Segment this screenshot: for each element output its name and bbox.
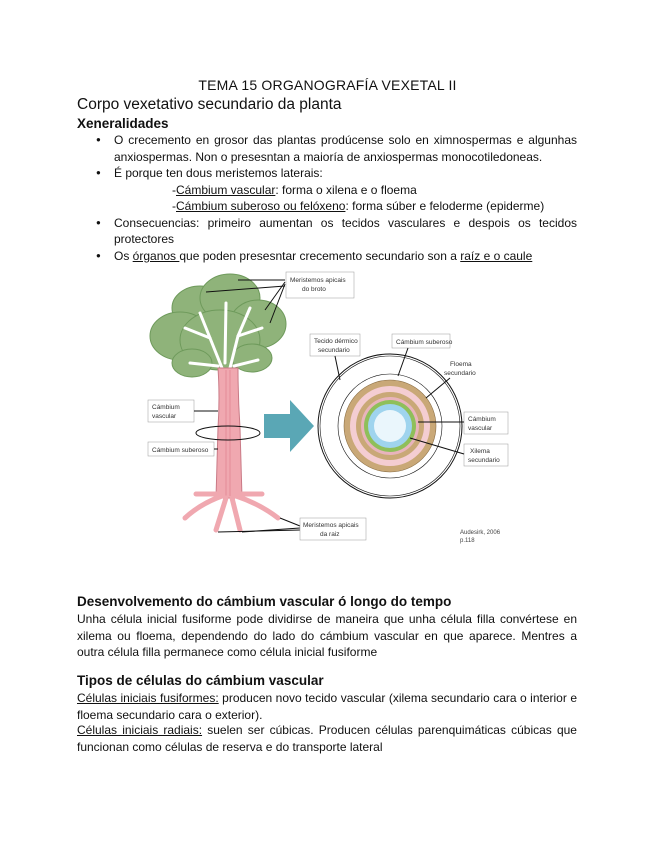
paragraph-development: Unha célula inicial fusiforme pode dividirse de maneira que unha célula filla convértese en xilema ou floema, dependendo do lado do cámbium vascular en que aparece. Mentres a outra célula filla permanece como célula inicial fusiforme <box>77 612 577 659</box>
list-item-text: O crecemento en grosor das plantas prodúcense solo en ximnospermas e algunhas anxiospermas. Non o presesntan a maioría de anxiospermas monocotiledoneas. <box>114 133 577 164</box>
list-item: ● Os órganos que poden presesntar crecemento secundario son a raíz e o caule <box>77 248 577 265</box>
label-phloem: Floema <box>450 361 472 368</box>
term-radial: Células iniciais radiais: <box>77 723 203 737</box>
label-cs-cork: Cámbium suberoso <box>396 339 453 346</box>
section-heading-development: Desenvolvemento do cámbium vascular ó longo do tempo <box>77 594 452 609</box>
label-apical-root: Meristemos apicais <box>303 522 359 529</box>
label-dermal-2: secundario <box>318 347 350 354</box>
term-organs: órganos <box>132 248 180 263</box>
roots <box>185 494 278 530</box>
paragraph-radial: Células iniciais radiais: suelen ser cúbicas. Producen células parenquimáticas cúbicas que funcionan como células de reserva e do transporte lateral <box>77 723 577 754</box>
list-item <box>77 132 577 165</box>
page-title: TEMA 15 ORGANOGRAFÍA VEXETAL II <box>198 77 457 93</box>
list-item-text: É porque ten dous meristemos laterais: <box>114 166 323 180</box>
label-phloem-2: secundario <box>444 370 476 377</box>
secondary-growth-figure <box>130 268 530 558</box>
label-xylem-2: secundario <box>468 457 500 464</box>
figure-credit-2: p.118 <box>460 538 475 544</box>
page-subtitle: Corpo vexetativo secundario da planta <box>77 96 342 113</box>
cross-section <box>318 354 462 498</box>
label-cork-cambium: Cámbium suberoso <box>152 447 209 454</box>
label-xylem: Xilema <box>470 448 490 455</box>
label-apical-shoot-2: do broto <box>302 286 326 293</box>
label-vascular-cambium-2: vascular <box>152 413 177 420</box>
sub-item-cork-cambium: -Cámbium suberoso ou felóxeno: forma súber e feloderme (epiderme) <box>172 199 545 213</box>
label-cs-vascular-2: vascular <box>468 425 493 432</box>
label-apical-shoot: Meristemos apicais <box>290 277 346 284</box>
stem <box>216 368 242 498</box>
term-root-stem: raíz e o caule <box>460 248 533 263</box>
root-meristem-arrows <box>218 518 300 532</box>
list-item-text: Consecuencias: primeiro aumentan os tecidos vasculares e despois os tecidos protectores <box>114 215 577 246</box>
label-cs-vascular: Cámbium <box>468 416 496 423</box>
label-dermal: Tecido dérmico <box>314 338 358 345</box>
figure-credit: Audesirk, 2006 <box>460 530 501 536</box>
list-item <box>77 165 577 215</box>
section-heading-xeneralidades: Xeneralidades <box>77 116 169 131</box>
sub-item-vascular-cambium: -Cámbium vascular: forma o xilena e o floema <box>172 182 417 197</box>
label-vascular-cambium: Cámbium <box>152 404 180 411</box>
arrow-to-cross-section <box>264 400 314 452</box>
bullet-list <box>77 132 577 264</box>
label-apical-root-2: da raiz <box>320 531 340 538</box>
section-heading-cell-types: Tipos de células do cámbium vascular <box>77 673 324 688</box>
paragraph-fusiform: Células iniciais fusiformes: producen novo tecido vascular (xilema secundario cara o interior e floema secundario cara o exterior). <box>77 691 577 722</box>
term-cork-cambium: Cámbium suberoso ou felóxeno <box>176 199 346 213</box>
term-fusiform: Células iniciais fusiformes: <box>77 691 219 705</box>
list-item <box>77 215 577 248</box>
term-vascular-cambium: Cámbium vascular <box>176 182 276 197</box>
